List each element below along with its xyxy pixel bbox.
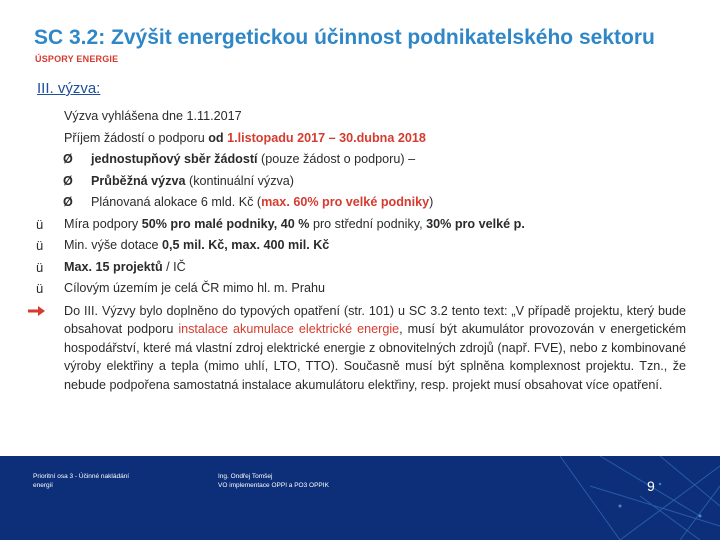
check-item-1-d: 30% pro velké p. (426, 216, 525, 231)
check-item-2 (36, 235, 686, 257)
arrow-item-2 (36, 171, 686, 193)
footer-center-line-1: Ing. Ondřej Tomšej (218, 473, 273, 480)
footer-left-line-1: Prioritní osa 3 - Účinné nakládání (33, 473, 130, 480)
footer-network-decoration (0, 456, 720, 540)
check-item-1 (36, 214, 686, 236)
footer-bar (0, 456, 720, 540)
check-item-1-c: pro střední podniky, (309, 216, 427, 231)
application-period-line (36, 128, 686, 150)
arrow-bullet-icon: Ø (63, 195, 73, 209)
arrow-item-1 (36, 149, 686, 171)
slide-subtitle: ÚSPORY ENERGIE (35, 54, 119, 64)
arrow-item-1-rest: (pouze žádost o podporu) – (257, 152, 416, 166)
application-period-dates: 1.listopadu 2017 – 30.dubna 2018 (227, 130, 426, 145)
arrow-item-3-end: ) (429, 195, 434, 209)
call-announced-line: Výzva vyhlášena dne 1.11.2017 (64, 109, 242, 123)
check-item-3-c: / IČ (162, 259, 186, 274)
red-arrow-icon (27, 304, 47, 318)
footer-center-text (218, 472, 329, 490)
checkmark-icon: ü (36, 281, 44, 296)
arrow-item-2-bold: Průběžná výzva (91, 173, 186, 188)
check-item-4-text: Cílovým územím je celá ČR mimo hl. m. Prahu (64, 281, 326, 295)
addendum-part-1: Do III. Výzvy bylo doplněno do typových opatření (str. 101) u SC 3.2 tento text: „V případě projektu, který bude obsahovat podporu (64, 303, 686, 336)
check-item-3 (36, 257, 686, 279)
section-heading: III. výzva: (37, 80, 101, 97)
arrow-item-3 (36, 192, 686, 214)
footer-center-line-2: VO implementace OPPI a PO3 OPPIK (218, 482, 329, 489)
arrow-item-3-red: max. 60% pro velké podniky (261, 195, 430, 209)
arrow-item-1-bold: jednostupňový sběr žádostí (91, 152, 258, 166)
footer-left-line-2: energií (33, 482, 53, 489)
check-item-4 (36, 278, 686, 300)
arrow-bullet-icon: Ø (63, 152, 73, 166)
arrow-item-2-rest: (kontinuální výzva) (185, 173, 294, 188)
checkmark-icon: ü (36, 259, 44, 275)
application-period-prefix: Příjem žádostí o podporu (64, 130, 209, 145)
addendum-paragraph (36, 302, 686, 395)
slide-body (36, 106, 686, 394)
check-item-1-b: 50% pro malé podniky, 40 % (141, 216, 310, 231)
check-item-1-a: Míra podpory (64, 216, 142, 231)
check-item-3-b: Max. 15 projektů (64, 259, 163, 274)
arrow-bullet-icon: Ø (63, 173, 73, 188)
addendum-part-2: , musí být akumulátor provozován v energetickém hospodářství, které má vlastní zdroj elektrické energie z obnovitelných zdrojů (např. FVE), nebo z kombinované výroby elektřiny a tepla (mimo uhlí, LTO, TTO). Současně musí být splněna komplexnost projektu. Tzn., že nebude podpořena samostatná instalace akumulátoru elektřiny, resp. projekt musí obsahovat více opatření. (64, 322, 686, 392)
check-item-2-b: 0,5 mil. Kč, max. 400 mil. Kč (162, 238, 330, 252)
arrow-item-3-text: Plánovaná alokace 6 mld. Kč ( (91, 195, 262, 209)
checkmark-icon: ü (36, 216, 44, 232)
application-period-od: od (208, 130, 228, 145)
check-item-2-a: Min. výše dotace (64, 238, 162, 252)
addendum-text (64, 302, 686, 395)
checkmark-icon: ü (36, 238, 44, 253)
footer-left-text (33, 472, 129, 490)
page-number: 9 (647, 478, 655, 494)
slide-title: SC 3.2: Zvýšit energetickou účinnost podnikatelského sektoru (34, 26, 655, 49)
addendum-red-phrase: instalace akumulace elektrické energie (178, 322, 400, 336)
